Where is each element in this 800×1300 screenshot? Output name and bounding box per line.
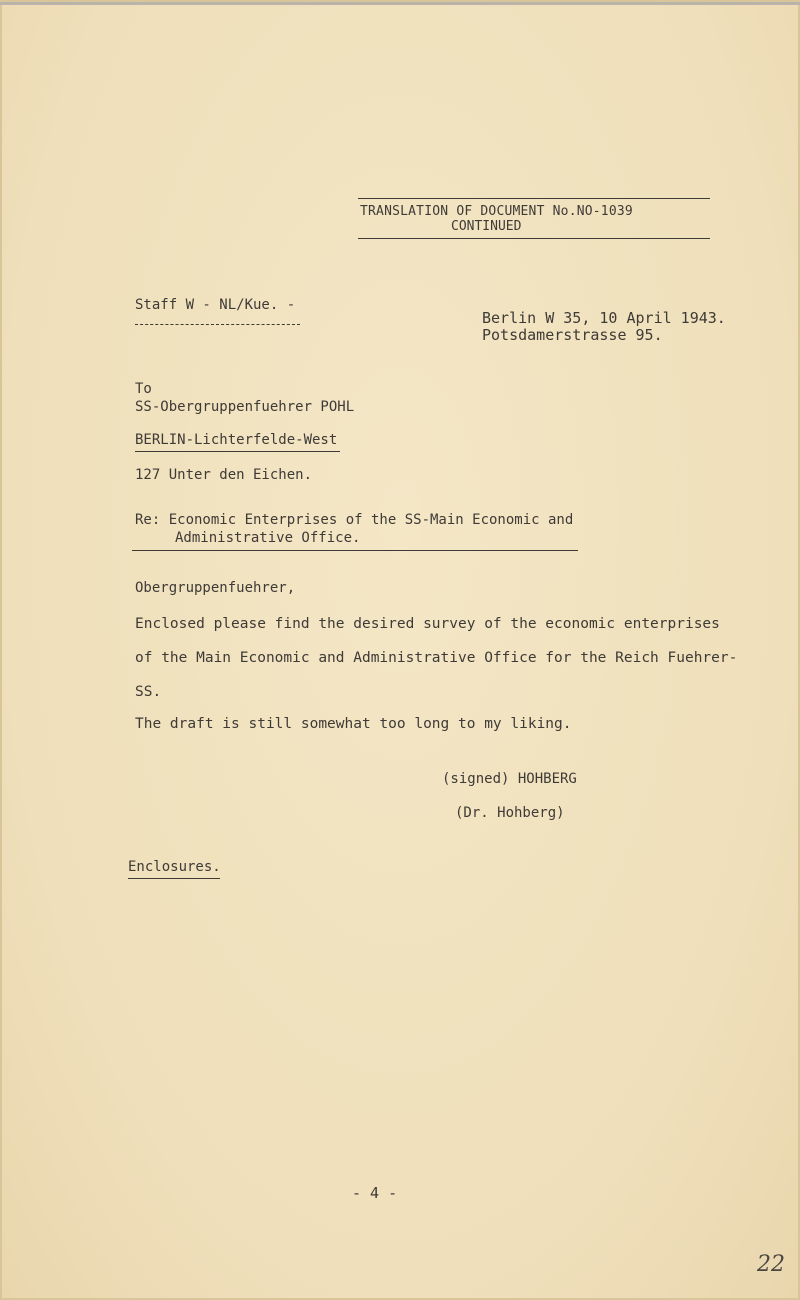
enclosures-label: Enclosures.	[128, 859, 221, 875]
body-line-4: The draft is still somewhat too long to my liking.	[135, 716, 572, 732]
addressee-to: To	[135, 381, 152, 397]
file-reference: Staff W - NL/Kue. -	[135, 297, 296, 313]
body-line-1: Enclosed please find the desired survey of the economic enterprises	[135, 616, 720, 632]
document-subtitle: CONTINUED	[451, 219, 522, 234]
reference-underline	[135, 324, 300, 325]
addressee-city: BERLIN-Lichterfelde-West	[135, 432, 338, 448]
header-top-rule	[358, 198, 710, 199]
header-bottom-rule	[358, 238, 710, 239]
folio-number: 22	[757, 1252, 785, 1277]
subject-underline	[132, 550, 578, 551]
document-title: TRANSLATION OF DOCUMENT No.NO-1039	[360, 204, 633, 219]
salutation: Obergruppenfuehrer,	[135, 580, 296, 596]
body-line-3: SS.	[135, 684, 162, 700]
page-number: - 4 -	[352, 1184, 398, 1202]
city-underline	[135, 451, 340, 452]
enclosures-underline	[128, 878, 220, 879]
top-border	[0, 2, 800, 5]
signature-signed: (signed) HOHBERG	[442, 771, 577, 787]
body-line-2: of the Main Economic and Administrative Office for the Reich Fuehrer-	[135, 650, 738, 666]
addressee-street: 127 Unter den Eichen.	[135, 467, 313, 483]
signature-name: (Dr. Hohberg)	[455, 805, 565, 821]
subject-line-2: Administrative Office.	[175, 530, 361, 546]
addressee-name: SS-Obergruppenfuehrer POHL	[135, 399, 355, 415]
place-date: Berlin W 35, 10 April 1943.	[482, 309, 726, 327]
subject-line-1: Re: Economic Enterprises of the SS-Main Economic and	[135, 512, 574, 528]
sender-street: Potsdamerstrasse 95.	[482, 326, 663, 344]
